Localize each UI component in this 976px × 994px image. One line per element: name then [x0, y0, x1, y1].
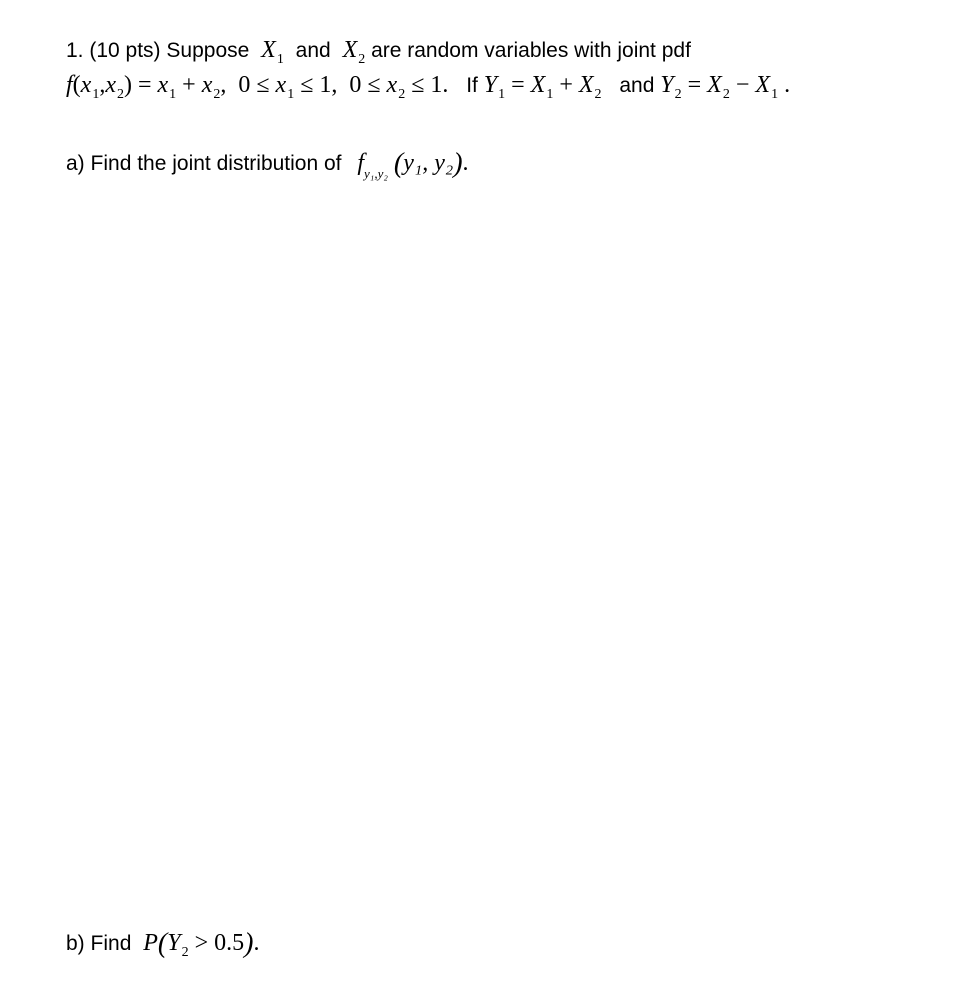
and-word: and: [295, 39, 331, 62]
if-word: If: [466, 74, 478, 97]
part-a: [66, 148, 469, 181]
pdf-definition: $f(x_1,x_2) = x_1 + x_2$, $0 \le x_1 \le 1$, $0 \le x_2 \le 1$.: [66, 72, 449, 102]
part-b: [66, 928, 260, 960]
and-word-2: and: [619, 74, 655, 97]
intro-text: Suppose: [166, 39, 250, 62]
part-a-label: a): [66, 152, 85, 175]
var-X1: $X_1$: [261, 37, 284, 67]
problem-statement-line-1: [66, 37, 691, 67]
transformation-y2: $Y_2 = X_2 - X_1$ .: [660, 72, 791, 102]
problem-statement-line-2: [66, 72, 791, 102]
part-a-expression: $f_{y_1,y_2}$ (y₁, y₂).: [357, 148, 469, 181]
part-b-text: Find: [90, 932, 132, 955]
part-a-text: Find the joint distribution of: [90, 152, 342, 175]
are-text: are random variables with joint pdf: [371, 39, 691, 62]
part-b-expression: $P(Y_2 > 0.5)$.: [143, 928, 260, 960]
var-X2: $X_2$: [342, 37, 366, 67]
problem-points: (10 pts): [89, 39, 161, 62]
part-b-label: b): [66, 932, 85, 955]
problem-number: 1.: [66, 39, 84, 62]
transformation-y1: $Y_1 = X_1 + X_2$: [483, 72, 602, 102]
